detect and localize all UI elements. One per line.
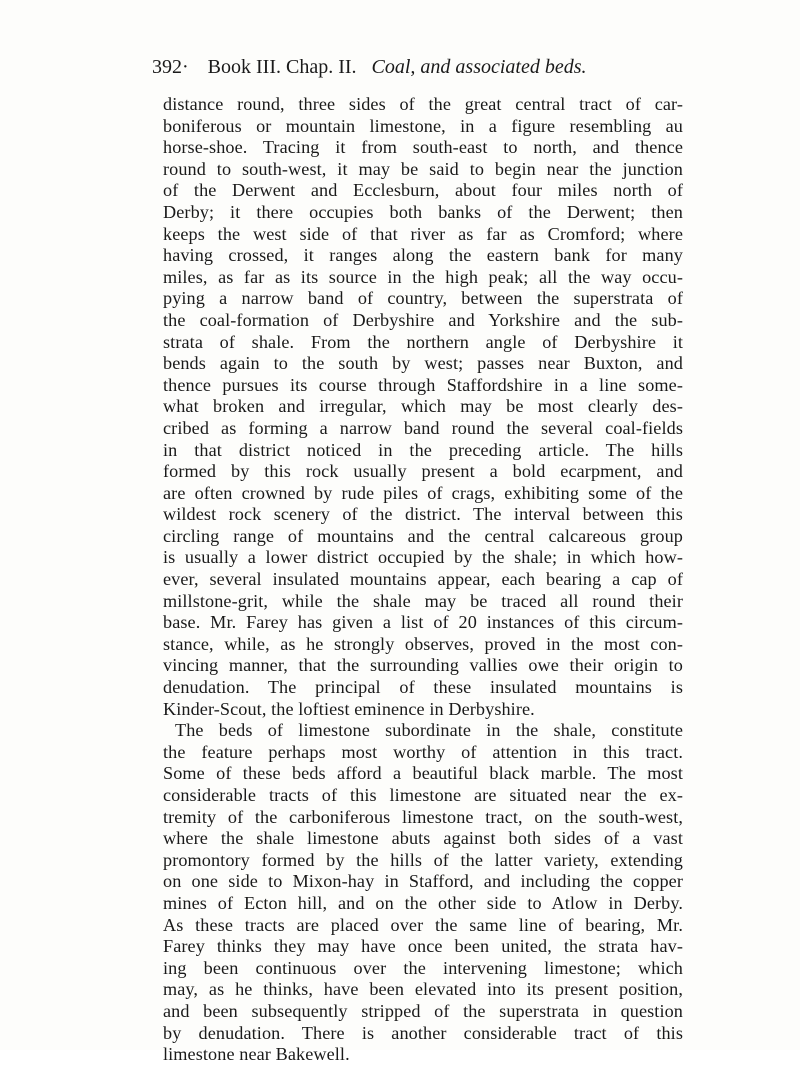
text-line: limestone near Bakewell. xyxy=(163,1044,350,1065)
text-line: Some of these beds afford a beautiful black marble. The most xyxy=(163,763,683,784)
text-line: denudation. The principal of these insulated mountains is xyxy=(163,677,683,698)
text-line: formed by this rock usually present a bold ecarpment, and xyxy=(163,461,683,482)
text-line: boniferous or mountain limestone, in a figure resembling au xyxy=(163,115,683,136)
running-head xyxy=(152,52,682,82)
text-line: Farey thinks they may have once been united, the strata hav- xyxy=(163,936,683,957)
text-line: tremity of the carboniferous limestone tract, on the south-west, xyxy=(163,806,683,827)
text-line: the feature perhaps most worthy of attention in this tract. xyxy=(163,741,683,762)
text-line: keeps the west side of that river as far as Cromford; where xyxy=(163,223,683,244)
paragraph xyxy=(163,94,683,720)
text-line: As these tracts are placed over the same line of bearing, Mr. xyxy=(163,914,683,935)
text-line: may, as he thinks, have been elevated into its present position, xyxy=(163,979,683,1000)
text-line: The beds of limestone subordinate in the shale, constitute xyxy=(175,720,683,741)
text-line: the coal-formation of Derbyshire and Yorkshire and the sub- xyxy=(163,309,683,330)
book-chapter-label: Book III. Chap. II. xyxy=(207,56,357,78)
text-line: bends again to the south by west; passes near Buxton, and xyxy=(163,353,683,374)
text-line: vincing manner, that the surrounding vallies owe their origin to xyxy=(163,655,683,676)
text-line: circling range of mountains and the central calcareous group xyxy=(163,525,683,546)
text-line: strata of shale. From the northern angle of Derbyshire it xyxy=(163,331,683,352)
text-line: are often crowned by rude piles of crags, exhibiting some of the xyxy=(163,482,683,503)
text-line: Kinder-Scout, the loftiest eminence in Derbyshire. xyxy=(163,698,535,719)
text-line: of the Derwent and Ecclesburn, about four miles north of xyxy=(163,180,683,201)
text-line: on one side to Mixon-hay in Stafford, and including the copper xyxy=(163,871,683,892)
paragraph xyxy=(163,720,683,1066)
text-line: cribed as forming a narrow band round the several coal-fields xyxy=(163,417,683,438)
text-line: is usually a lower district occupied by the shale; in which how- xyxy=(163,547,683,568)
text-line: by denudation. There is another considerable tract of this xyxy=(163,1022,683,1043)
text-line: mines of Ecton hill, and on the other side to Atlow in Derby. xyxy=(163,892,683,913)
text-line: horse-shoe. Tracing it from south-east to north, and thence xyxy=(163,137,683,158)
text-line: where the shale limestone abuts against both sides of a vast xyxy=(163,828,683,849)
text-line: stance, while, as he strongly observes, proved in the most con- xyxy=(163,633,683,654)
text-line: Derby; it there occupies both banks of the Derwent; then xyxy=(163,201,683,222)
text-line: considerable tracts of this limestone are situated near the ex- xyxy=(163,785,683,805)
text-line: distance round, three sides of the great central tract of car- xyxy=(163,94,683,114)
page-number: 392· xyxy=(152,56,189,78)
text-line: thence pursues its course through Staffordshire in a line some- xyxy=(163,374,683,395)
text-line: round to south-west, it may be said to begin near the junction xyxy=(163,158,683,179)
body-text xyxy=(163,94,683,1066)
text-line: millstone-grit, while the shale may be traced all round their xyxy=(163,590,683,611)
text-line: wildest rock scenery of the district. The interval between this xyxy=(163,504,683,525)
text-line: having crossed, it ranges along the eastern bank for many xyxy=(163,245,683,266)
text-line: what broken and irregular, which may be most clearly des- xyxy=(163,396,683,417)
text-line: ever, several insulated mountains appear, each bearing a cap of xyxy=(163,569,683,590)
text-line: base. Mr. Farey has given a list of 20 instances of this circum- xyxy=(163,612,683,633)
text-line: promontory formed by the hills of the latter variety, extending xyxy=(163,849,683,870)
text-line: ing been continuous over the intervening limestone; which xyxy=(163,957,683,978)
text-line: and been subsequently stripped of the superstrata in question xyxy=(163,1000,683,1021)
text-line: pying a narrow band of country, between the superstrata of xyxy=(163,288,683,309)
text-line: in that district noticed in the preceding article. The hills xyxy=(163,439,683,460)
section-title: Coal, and associated beds. xyxy=(371,56,587,78)
text-line: miles, as far as its source in the high peak; all the way occu- xyxy=(163,266,683,287)
